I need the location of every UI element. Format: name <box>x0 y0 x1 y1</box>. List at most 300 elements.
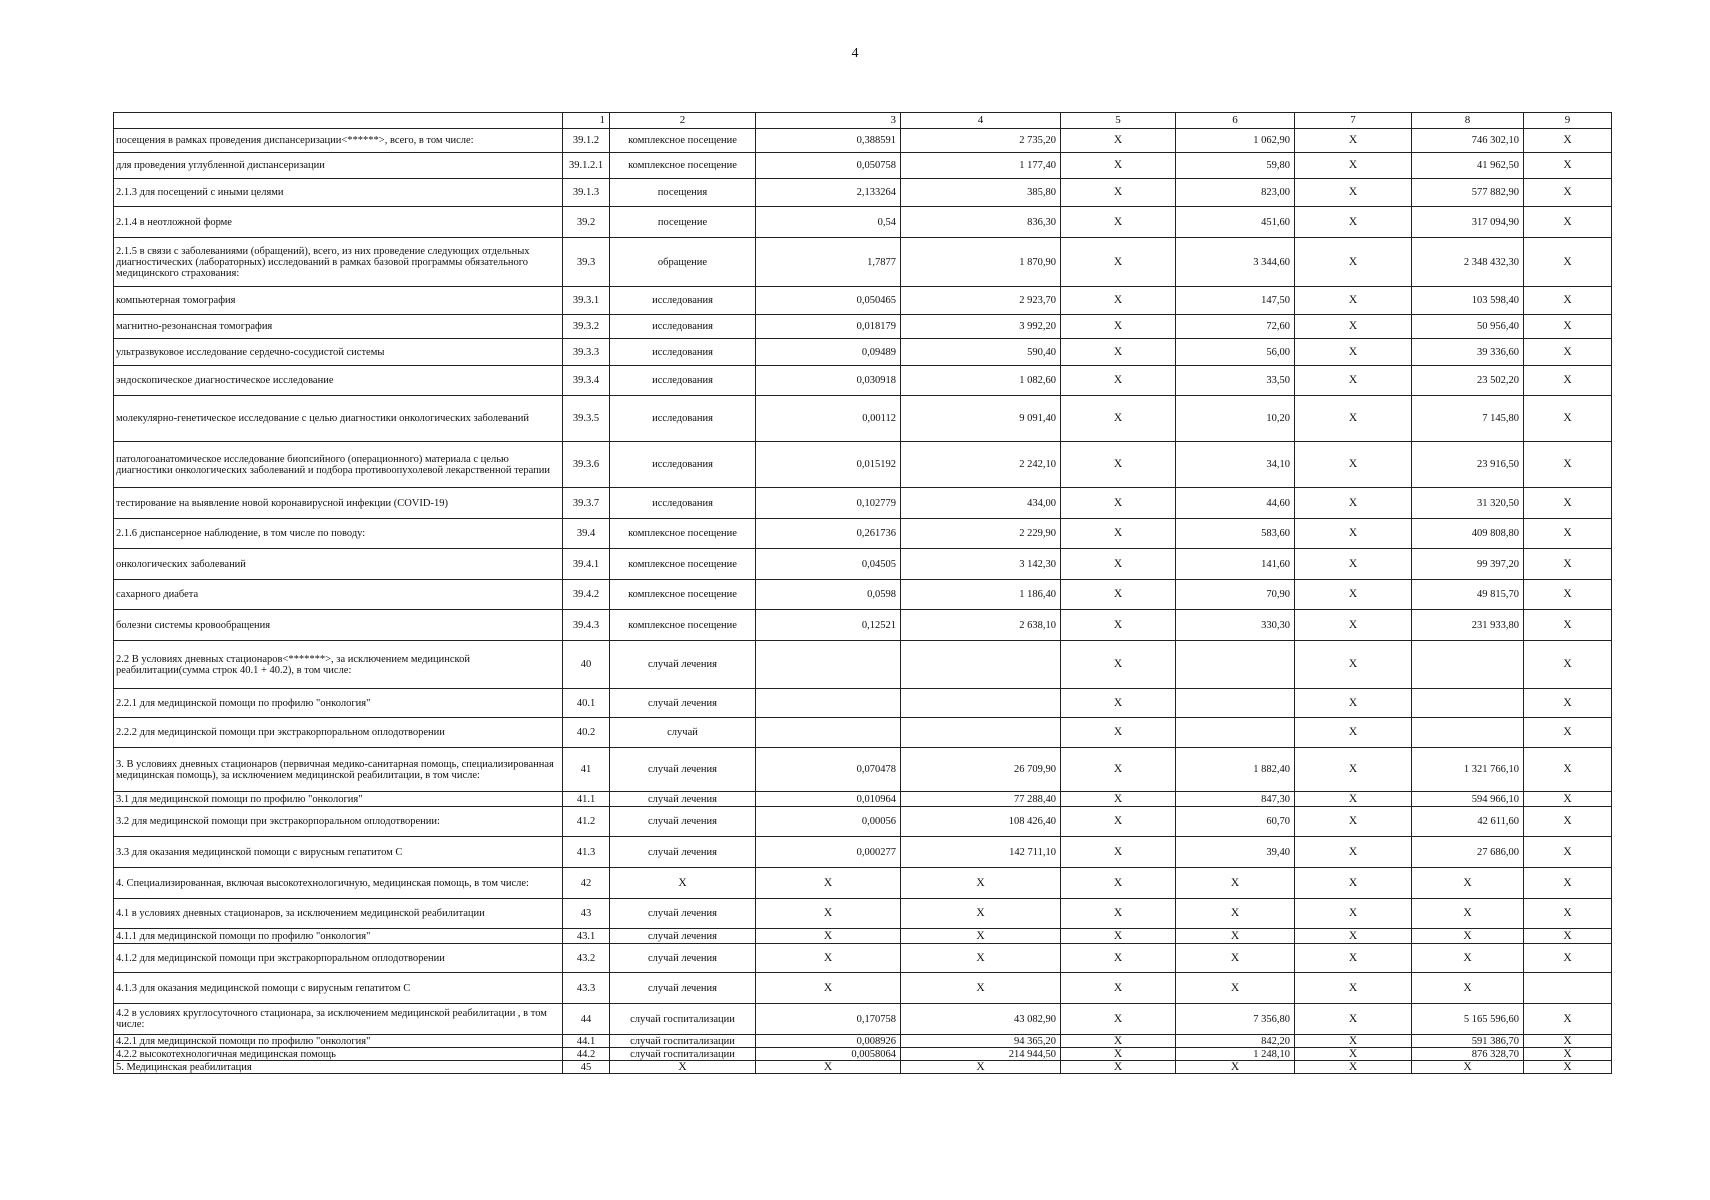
row-name-cell: компьютерная томография <box>114 287 563 315</box>
col7-cell: X <box>1295 807 1412 837</box>
table-row <box>114 837 1612 868</box>
col9-cell: X <box>1524 1035 1612 1048</box>
table-row <box>114 944 1612 973</box>
total-cost-cell: 591 386,70 <box>1412 1035 1524 1048</box>
col5-cell: X <box>1061 153 1176 179</box>
per-capita-cell: 330,30 <box>1176 610 1295 641</box>
row-code-cell: 39.3.2 <box>563 315 610 339</box>
total-cost-cell <box>1412 641 1524 689</box>
table-row <box>114 396 1612 442</box>
table-row <box>114 580 1612 610</box>
table-row <box>114 1004 1612 1035</box>
unit-cell: исследования <box>610 287 756 315</box>
header-cell: 3 <box>756 113 901 129</box>
row-code-cell: 43 <box>563 899 610 929</box>
table-row <box>114 929 1612 944</box>
norm-volume-cell: 0,050758 <box>756 153 901 179</box>
norm-volume-cell: 0,388591 <box>756 129 901 153</box>
col5-cell: X <box>1061 519 1176 549</box>
table-row <box>114 718 1612 748</box>
row-name-cell: 3. В условиях дневных стационаров (первичная медико-санитарная помощь, специализированная медицинская помощь), за исключением медицинской реабилитации, в том числе: <box>114 748 563 792</box>
col7-cell: X <box>1295 129 1412 153</box>
unit-cell: случай лечения <box>610 944 756 973</box>
norm-cost-cell: 1 082,60 <box>901 366 1061 396</box>
table-row <box>114 287 1612 315</box>
col9-cell: X <box>1524 488 1612 519</box>
col7-cell: X <box>1295 641 1412 689</box>
col7-cell: X <box>1295 718 1412 748</box>
col7-cell: X <box>1295 238 1412 287</box>
unit-cell: случай <box>610 718 756 748</box>
row-code-cell: 39.3.6 <box>563 442 610 488</box>
total-cost-cell: 317 094,90 <box>1412 207 1524 238</box>
row-code-cell: 39.1.2.1 <box>563 153 610 179</box>
row-code-cell: 39.1.3 <box>563 179 610 207</box>
row-code-cell: 39.3.3 <box>563 339 610 366</box>
header-cell: 7 <box>1295 113 1412 129</box>
col9-cell: X <box>1524 442 1612 488</box>
unit-cell: X <box>610 868 756 899</box>
total-cost-cell: 99 397,20 <box>1412 549 1524 580</box>
total-cost-cell <box>1412 718 1524 748</box>
col7-cell: X <box>1295 153 1412 179</box>
per-capita-cell: 70,90 <box>1176 580 1295 610</box>
col9-cell: X <box>1524 792 1612 807</box>
norm-volume-cell: 0,010964 <box>756 792 901 807</box>
col5-cell: X <box>1061 689 1176 718</box>
col9-cell: X <box>1524 899 1612 929</box>
col5-cell: X <box>1061 442 1176 488</box>
norm-volume-cell <box>756 718 901 748</box>
norm-cost-cell: X <box>901 944 1061 973</box>
row-code-cell: 39.3.7 <box>563 488 610 519</box>
unit-cell: случай лечения <box>610 748 756 792</box>
table-row <box>114 868 1612 899</box>
header-cell: 4 <box>901 113 1061 129</box>
col5-cell: X <box>1061 610 1176 641</box>
col5-cell: X <box>1061 944 1176 973</box>
total-cost-cell: X <box>1412 1061 1524 1074</box>
row-code-cell: 39.2 <box>563 207 610 238</box>
col7-cell: X <box>1295 1061 1412 1074</box>
row-name-cell: 4.2.1 для медицинской помощи по профилю "онкология" <box>114 1035 563 1048</box>
row-code-cell: 40 <box>563 641 610 689</box>
col7-cell: X <box>1295 366 1412 396</box>
row-name-cell: сахарного диабета <box>114 580 563 610</box>
col5-cell: X <box>1061 207 1176 238</box>
per-capita-cell: 847,30 <box>1176 792 1295 807</box>
unit-cell: случай лечения <box>610 807 756 837</box>
col7-cell: X <box>1295 442 1412 488</box>
per-capita-cell: 72,60 <box>1176 315 1295 339</box>
norm-cost-cell: 1 870,90 <box>901 238 1061 287</box>
per-capita-cell: 33,50 <box>1176 366 1295 396</box>
row-name-cell: молекулярно-генетическое исследование с целью диагностики онкологических заболеваний <box>114 396 563 442</box>
col9-cell: X <box>1524 238 1612 287</box>
unit-cell: исследования <box>610 315 756 339</box>
col9-cell: X <box>1524 748 1612 792</box>
col5-cell: X <box>1061 129 1176 153</box>
per-capita-cell: 59,80 <box>1176 153 1295 179</box>
col9-cell: X <box>1524 944 1612 973</box>
total-cost-cell: 876 328,70 <box>1412 1048 1524 1061</box>
col7-cell: X <box>1295 792 1412 807</box>
per-capita-cell: X <box>1176 973 1295 1004</box>
table-row <box>114 973 1612 1004</box>
total-cost-cell: 23 502,20 <box>1412 366 1524 396</box>
norm-cost-cell: 2 923,70 <box>901 287 1061 315</box>
table-row <box>114 153 1612 179</box>
per-capita-cell: 39,40 <box>1176 837 1295 868</box>
table-row <box>114 488 1612 519</box>
per-capita-cell <box>1176 718 1295 748</box>
total-cost-cell: X <box>1412 929 1524 944</box>
row-code-cell: 39.1.2 <box>563 129 610 153</box>
col9-cell: X <box>1524 929 1612 944</box>
table-row <box>114 238 1612 287</box>
unit-cell: X <box>610 1061 756 1074</box>
col5-cell: X <box>1061 549 1176 580</box>
norm-volume-cell: 0,09489 <box>756 339 901 366</box>
table-row <box>114 641 1612 689</box>
norm-volume-cell: X <box>756 973 901 1004</box>
unit-cell: исследования <box>610 366 756 396</box>
norm-volume-cell: 0,030918 <box>756 366 901 396</box>
col7-cell: X <box>1295 689 1412 718</box>
unit-cell: случай лечения <box>610 899 756 929</box>
total-cost-cell: 31 320,50 <box>1412 488 1524 519</box>
col5-cell: X <box>1061 1035 1176 1048</box>
row-code-cell: 41 <box>563 748 610 792</box>
col5-cell: X <box>1061 488 1176 519</box>
row-name-cell: 2.2.1 для медицинской помощи по профилю "онкология" <box>114 689 563 718</box>
row-name-cell: болезни системы кровообращения <box>114 610 563 641</box>
total-cost-cell: 50 956,40 <box>1412 315 1524 339</box>
table-row <box>114 748 1612 792</box>
norm-volume-cell: 2,133264 <box>756 179 901 207</box>
unit-cell: комплексное посещение <box>610 519 756 549</box>
row-code-cell: 39.3.4 <box>563 366 610 396</box>
norm-cost-cell: 9 091,40 <box>901 396 1061 442</box>
col5-cell: X <box>1061 1061 1176 1074</box>
per-capita-cell: X <box>1176 1061 1295 1074</box>
row-name-cell: для проведения углубленной диспансеризации <box>114 153 563 179</box>
table-row <box>114 689 1612 718</box>
header-cell: 6 <box>1176 113 1295 129</box>
col5-cell: X <box>1061 748 1176 792</box>
row-code-cell: 41.1 <box>563 792 610 807</box>
row-code-cell: 40.1 <box>563 689 610 718</box>
header-cell: 8 <box>1412 113 1524 129</box>
row-code-cell: 40.2 <box>563 718 610 748</box>
norm-cost-cell: 2 242,10 <box>901 442 1061 488</box>
col9-cell: X <box>1524 1048 1612 1061</box>
col9-cell: X <box>1524 179 1612 207</box>
row-name-cell: 5. Медицинская реабилитация <box>114 1061 563 1074</box>
norm-volume-cell: 0,0058064 <box>756 1048 901 1061</box>
col7-cell: X <box>1295 1004 1412 1035</box>
per-capita-cell: 60,70 <box>1176 807 1295 837</box>
row-name-cell: эндоскопическое диагностическое исследование <box>114 366 563 396</box>
col9-cell: X <box>1524 153 1612 179</box>
data-table <box>113 112 1612 1074</box>
table-row <box>114 1061 1612 1074</box>
col5-cell: X <box>1061 339 1176 366</box>
unit-cell: комплексное посещение <box>610 549 756 580</box>
col5-cell: X <box>1061 396 1176 442</box>
row-code-cell: 39.4.2 <box>563 580 610 610</box>
total-cost-cell: 577 882,90 <box>1412 179 1524 207</box>
col5-cell: X <box>1061 315 1176 339</box>
unit-cell: случай лечения <box>610 929 756 944</box>
norm-volume-cell: 0,12521 <box>756 610 901 641</box>
unit-cell: комплексное посещение <box>610 610 756 641</box>
row-code-cell: 45 <box>563 1061 610 1074</box>
per-capita-cell: 141,60 <box>1176 549 1295 580</box>
col5-cell: X <box>1061 973 1176 1004</box>
norm-volume-cell: 0,00056 <box>756 807 901 837</box>
table-row <box>114 1035 1612 1048</box>
row-name-cell: патологоанатомическое исследование биопсийного (операционного) материала с целью диагностики онкологических заболеваний и подбора противоопухолевой лекарственной терапии <box>114 442 563 488</box>
col9-cell: X <box>1524 807 1612 837</box>
per-capita-cell: X <box>1176 899 1295 929</box>
norm-volume-cell <box>756 689 901 718</box>
col7-cell: X <box>1295 610 1412 641</box>
norm-volume-cell: X <box>756 899 901 929</box>
unit-cell: посещение <box>610 207 756 238</box>
col9-cell: X <box>1524 129 1612 153</box>
header-cell: 5 <box>1061 113 1176 129</box>
col7-cell: X <box>1295 1035 1412 1048</box>
table-row <box>114 899 1612 929</box>
unit-cell: исследования <box>610 488 756 519</box>
col5-cell: X <box>1061 868 1176 899</box>
col5-cell: X <box>1061 287 1176 315</box>
col5-cell: X <box>1061 1004 1176 1035</box>
norm-volume-cell: X <box>756 944 901 973</box>
norm-cost-cell <box>901 689 1061 718</box>
col9-cell: X <box>1524 837 1612 868</box>
norm-volume-cell: 0,050465 <box>756 287 901 315</box>
total-cost-cell: X <box>1412 899 1524 929</box>
table-row <box>114 549 1612 580</box>
col9-cell: X <box>1524 1061 1612 1074</box>
unit-cell: случай лечения <box>610 973 756 1004</box>
per-capita-cell: 34,10 <box>1176 442 1295 488</box>
table-row <box>114 442 1612 488</box>
col5-cell: X <box>1061 899 1176 929</box>
row-name-cell: 4.1.2 для медицинской помощи при экстракорпоральном оплодотворении <box>114 944 563 973</box>
row-code-cell: 43.2 <box>563 944 610 973</box>
norm-volume-cell: 0,018179 <box>756 315 901 339</box>
col9-cell: X <box>1524 641 1612 689</box>
total-cost-cell: 1 321 766,10 <box>1412 748 1524 792</box>
norm-cost-cell: 43 082,90 <box>901 1004 1061 1035</box>
norm-volume-cell: X <box>756 929 901 944</box>
row-name-cell: 3.3 для оказания медицинской помощи с вирусным гепатитом С <box>114 837 563 868</box>
row-code-cell: 44.1 <box>563 1035 610 1048</box>
per-capita-cell: 451,60 <box>1176 207 1295 238</box>
norm-cost-cell: 214 944,50 <box>901 1048 1061 1061</box>
row-name-cell: 4.1 в условиях дневных стационаров, за исключением медицинской реабилитации <box>114 899 563 929</box>
row-name-cell: магнитно-резонансная томография <box>114 315 563 339</box>
col9-cell: X <box>1524 315 1612 339</box>
unit-cell: комплексное посещение <box>610 153 756 179</box>
per-capita-cell: 44,60 <box>1176 488 1295 519</box>
total-cost-cell <box>1412 689 1524 718</box>
col7-cell: X <box>1295 179 1412 207</box>
total-cost-cell: 5 165 596,60 <box>1412 1004 1524 1035</box>
col7-cell: X <box>1295 549 1412 580</box>
total-cost-cell: X <box>1412 944 1524 973</box>
norm-volume-cell <box>756 641 901 689</box>
col9-cell: X <box>1524 207 1612 238</box>
row-code-cell: 39.4.1 <box>563 549 610 580</box>
row-code-cell: 39.4.3 <box>563 610 610 641</box>
per-capita-cell: X <box>1176 929 1295 944</box>
total-cost-cell: 42 611,60 <box>1412 807 1524 837</box>
per-capita-cell: 1 882,40 <box>1176 748 1295 792</box>
table-row <box>114 610 1612 641</box>
col9-cell: X <box>1524 339 1612 366</box>
per-capita-cell: 147,50 <box>1176 287 1295 315</box>
total-cost-cell: 2 348 432,30 <box>1412 238 1524 287</box>
norm-volume-cell: 1,7877 <box>756 238 901 287</box>
unit-cell: случай лечения <box>610 792 756 807</box>
per-capita-cell: 842,20 <box>1176 1035 1295 1048</box>
norm-volume-cell: 0,070478 <box>756 748 901 792</box>
col9-cell: X <box>1524 366 1612 396</box>
col7-cell: X <box>1295 837 1412 868</box>
per-capita-cell: 1 062,90 <box>1176 129 1295 153</box>
unit-cell: посещения <box>610 179 756 207</box>
row-name-cell: 2.1.6 диспансерное наблюдение, в том числе по поводу: <box>114 519 563 549</box>
total-cost-cell: X <box>1412 973 1524 1004</box>
norm-cost-cell: 3 992,20 <box>901 315 1061 339</box>
per-capita-cell: 3 344,60 <box>1176 238 1295 287</box>
col5-cell: X <box>1061 1048 1176 1061</box>
row-name-cell: 4.2 в условиях круглосуточного стационара, за исключением медицинской реабилитации , в том числе: <box>114 1004 563 1035</box>
norm-cost-cell: 1 177,40 <box>901 153 1061 179</box>
norm-volume-cell: 0,261736 <box>756 519 901 549</box>
row-code-cell: 43.3 <box>563 973 610 1004</box>
norm-volume-cell: 0,0598 <box>756 580 901 610</box>
unit-cell: исследования <box>610 339 756 366</box>
col7-cell: X <box>1295 748 1412 792</box>
row-code-cell: 44 <box>563 1004 610 1035</box>
col7-cell: X <box>1295 868 1412 899</box>
col7-cell: X <box>1295 396 1412 442</box>
col7-cell: X <box>1295 899 1412 929</box>
row-name-cell: посещения в рамках проведения диспансеризации<******>, всего, в том числе: <box>114 129 563 153</box>
total-cost-cell: 39 336,60 <box>1412 339 1524 366</box>
total-cost-cell: 7 145,80 <box>1412 396 1524 442</box>
per-capita-cell: 56,00 <box>1176 339 1295 366</box>
norm-cost-cell: 2 638,10 <box>901 610 1061 641</box>
row-name-cell: ультразвуковое исследование сердечно-сосудистой системы <box>114 339 563 366</box>
row-name-cell: 4.1.1 для медицинской помощи по профилю "онкология" <box>114 929 563 944</box>
total-cost-cell: 594 966,10 <box>1412 792 1524 807</box>
per-capita-cell: X <box>1176 944 1295 973</box>
norm-cost-cell: 94 365,20 <box>901 1035 1061 1048</box>
per-capita-cell: 1 248,10 <box>1176 1048 1295 1061</box>
col5-cell: X <box>1061 179 1176 207</box>
per-capita-cell <box>1176 641 1295 689</box>
col9-cell: X <box>1524 610 1612 641</box>
total-cost-cell: 103 598,40 <box>1412 287 1524 315</box>
row-name-cell: 3.2 для медицинской помощи при экстракорпоральном оплодотворении: <box>114 807 563 837</box>
row-name-cell: онкологических заболеваний <box>114 549 563 580</box>
col9-cell: X <box>1524 1004 1612 1035</box>
norm-cost-cell: 26 709,90 <box>901 748 1061 792</box>
per-capita-cell: X <box>1176 868 1295 899</box>
norm-cost-cell <box>901 718 1061 748</box>
norm-volume-cell: 0,04505 <box>756 549 901 580</box>
norm-cost-cell: X <box>901 1061 1061 1074</box>
row-code-cell: 39.3 <box>563 238 610 287</box>
unit-cell: случай госпитализации <box>610 1048 756 1061</box>
row-name-cell: 4.2.2 высокотехнологичная медицинская помощь <box>114 1048 563 1061</box>
col5-cell: X <box>1061 718 1176 748</box>
row-code-cell: 44.2 <box>563 1048 610 1061</box>
total-cost-cell: 231 933,80 <box>1412 610 1524 641</box>
unit-cell: случай лечения <box>610 641 756 689</box>
total-cost-cell: X <box>1412 868 1524 899</box>
norm-volume-cell: 0,54 <box>756 207 901 238</box>
norm-cost-cell: 434,00 <box>901 488 1061 519</box>
table-row <box>114 315 1612 339</box>
col7-cell: X <box>1295 315 1412 339</box>
row-code-cell: 43.1 <box>563 929 610 944</box>
table-row <box>114 807 1612 837</box>
norm-cost-cell: 1 186,40 <box>901 580 1061 610</box>
header-cell: 9 <box>1524 113 1612 129</box>
col9-cell: X <box>1524 519 1612 549</box>
unit-cell: обращение <box>610 238 756 287</box>
row-name-cell: 4. Специализированная, включая высокотехнологичную, медицинская помощь, в том числе: <box>114 868 563 899</box>
col7-cell: X <box>1295 929 1412 944</box>
col9-cell: X <box>1524 868 1612 899</box>
per-capita-cell: 7 356,80 <box>1176 1004 1295 1035</box>
norm-cost-cell: 385,80 <box>901 179 1061 207</box>
col7-cell: X <box>1295 944 1412 973</box>
row-name-cell: 2.2 В условиях дневных стационаров<*******>, за исключением медицинской реабилитации(сумма строк 40.1 + 40.2), в том числе: <box>114 641 563 689</box>
row-name-cell: 2.1.3 для посещений с иными целями <box>114 179 563 207</box>
norm-volume-cell: 0,170758 <box>756 1004 901 1035</box>
norm-volume-cell: 0,000277 <box>756 837 901 868</box>
table-row <box>114 179 1612 207</box>
row-name-cell: 2.1.4 в неотложной форме <box>114 207 563 238</box>
norm-cost-cell: X <box>901 929 1061 944</box>
col5-cell: X <box>1061 641 1176 689</box>
table-row <box>114 366 1612 396</box>
norm-cost-cell: 108 426,40 <box>901 807 1061 837</box>
per-capita-cell: 583,60 <box>1176 519 1295 549</box>
unit-cell: комплексное посещение <box>610 580 756 610</box>
col5-cell: X <box>1061 929 1176 944</box>
norm-volume-cell: 0,015192 <box>756 442 901 488</box>
col5-cell: X <box>1061 837 1176 868</box>
norm-cost-cell: 142 711,10 <box>901 837 1061 868</box>
col9-cell: X <box>1524 396 1612 442</box>
col9-cell: X <box>1524 287 1612 315</box>
col7-cell: X <box>1295 1048 1412 1061</box>
table-row <box>114 339 1612 366</box>
col9-cell <box>1524 973 1612 1004</box>
norm-volume-cell: X <box>756 868 901 899</box>
col5-cell: X <box>1061 238 1176 287</box>
header-cell: 2 <box>610 113 756 129</box>
